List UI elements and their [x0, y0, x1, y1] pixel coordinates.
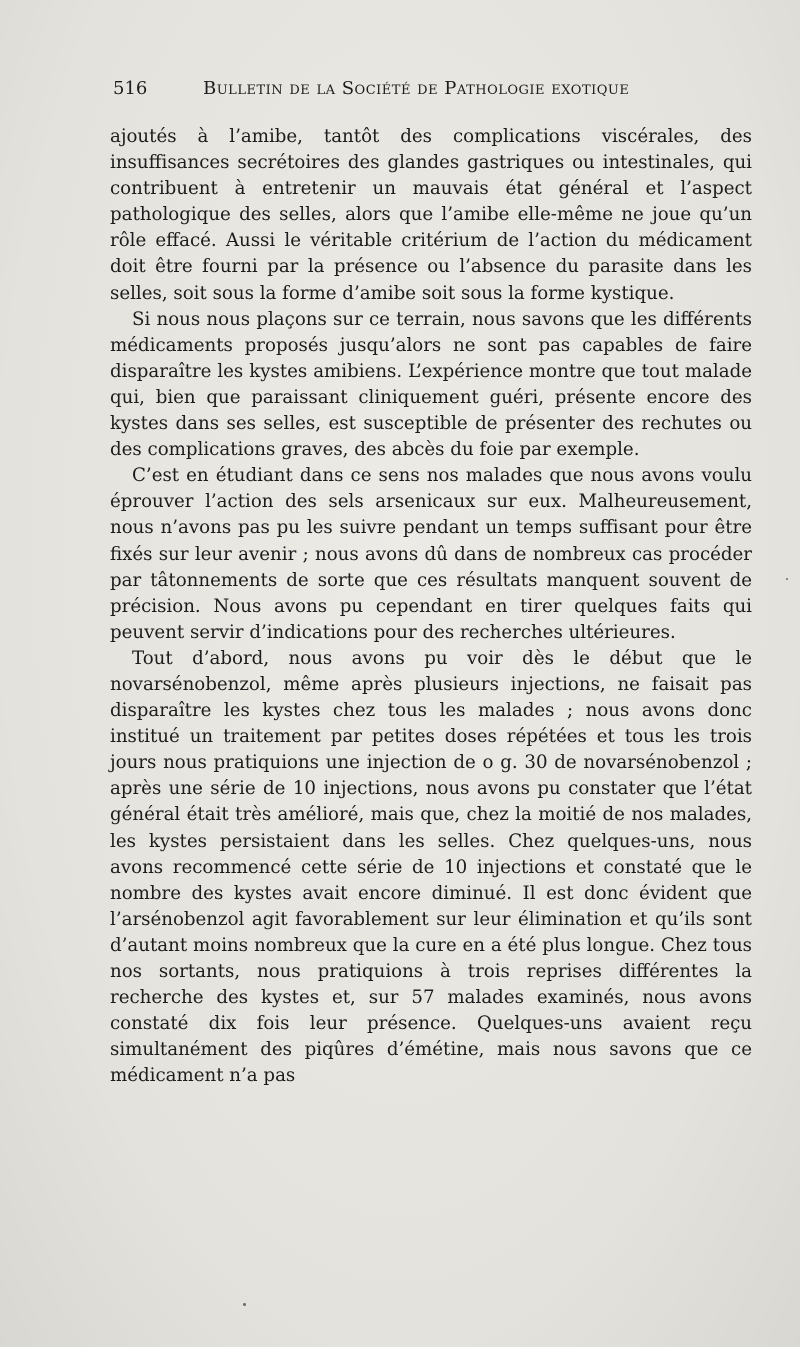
body-text	[110, 124, 752, 1089]
running-head: Bulletin de la Société de Pathologie exotique	[203, 78, 630, 99]
paper-speck	[786, 578, 788, 580]
page-header	[113, 78, 673, 104]
paragraph-3: C’est en étudiant dans ce sens nos malades que nous avons voulu éprouver l’action des sels arsenicaux sur eux. Malheureusement, nous n’avons pas pu les suivre pendant un temps suffisant pour être fixés sur leur avenir ; nous avons dû dans de nombreux cas procéder par tâtonnements de sorte que ces résultats manquent souvent de précision. Nous avons pu cependant en tirer quelques faits qui peuvent servir d’indications pour des recherches ultérieures.	[110, 465, 752, 643]
paragraph-1: ajoutés à l’amibe, tantôt des complications viscérales, des insuffisances secrétoires des glandes gastriques ou intestinales, qui contribuent à entretenir un mauvais état général et l’aspect pathologique des selles, alors que l’amibe elle-même ne joue qu’un rôle effacé. Aussi le véritable critérium de l’action du médicament doit être fourni par la présence ou l’absence du parasite dans les selles, soit sous la forme d’amibe soit sous la forme kystique.	[110, 126, 752, 304]
paragraph-2: Si nous nous plaçons sur ce terrain, nous savons que les différents médicaments proposés jusqu’alors ne sont pas capables de faire disparaître les kystes amibiens. L’expérience montre que tout malade qui, bien que paraissant cliniquement guéri, présente encore des kystes dans ses selles, est susceptible de présenter des rechutes ou des complications graves, des abcès du foie par exemple.	[110, 308, 752, 461]
page-number: 516	[113, 78, 148, 99]
paper-speck	[243, 1303, 246, 1306]
paragraph-4: Tout d’abord, nous avons pu voir dès le début que le novarsénobenzol, même après plusieurs injections, ne faisait pas disparaître les kystes chez tous les malades ; nous avons donc institué un traitement par petites doses répétées et tous les trois jours nous pratiquions une injection de o g. 30 de novarsénobenzol ; après une série de 10 injections, nous avons pu constater que l’état général était très amélioré, mais que, chez la moitié de nos malades, les kystes persistaient dans les selles. Chez quelques-uns, nous avons recommencé cette série de 10 injections et constaté que le nombre des kystes avait encore diminué. Il est donc évident que l’arsénobenzol agit favorablement sur leur élimination et qu’ils sont d’autant moins nombreux que la cure en a été plus longue. Chez tous nos sortants, nous pratiquions à trois reprises différentes la recherche des kystes et, sur 57 malades examinés, nous avons constaté dix fois leur présence. Quelques-uns avaient reçu simultanément des piqûres d’émétine, mais nous savons que ce médicament n’a pas	[110, 647, 752, 1087]
